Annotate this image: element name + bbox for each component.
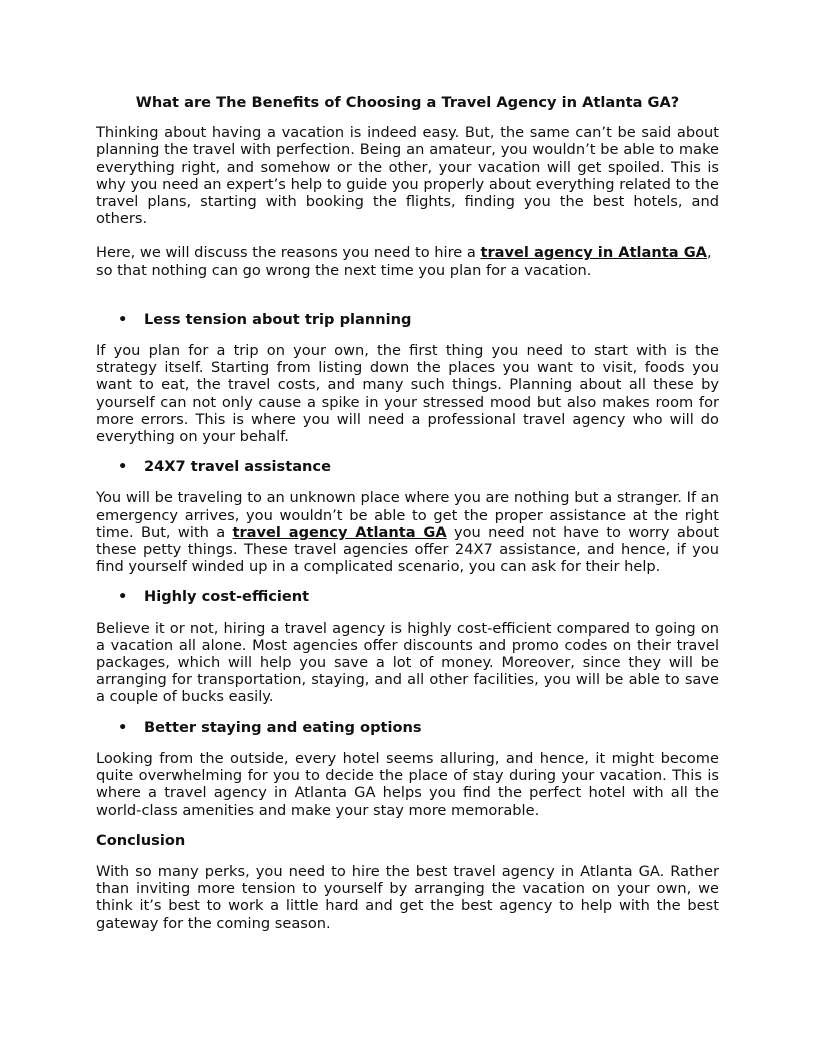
travel-agency-link-2[interactable]: travel agency Atlanta GA: [232, 523, 447, 541]
section-heading-trip-planning: [96, 311, 719, 328]
second-paragraph: [96, 244, 719, 278]
section-heading-staying-eating: [96, 719, 719, 736]
bullet-icon: •: [118, 588, 128, 606]
section-paragraph-text-before: You will be traveling to an unknown place where you are nothing but a stranger. If an emergency arrives, you wouldn’t be able to get the proper assistance at the right time. But, with a: [96, 489, 719, 541]
section-paragraph-staying-eating: Looking from the outside, every hotel seems alluring, and hence, it might become quite overwhelming for you to decide the place of stay during your vacation. This is where a travel agency in Atlanta GA helps you find the perfect hotel with all the world-class amenities and make your stay more memorable.: [96, 749, 719, 819]
section-heading-travel-assistance: [96, 458, 719, 475]
document-page: [96, 94, 719, 932]
section-heading-text: 24X7 travel assistance: [144, 458, 331, 476]
conclusion-paragraph: With so many perks, you need to hire the best travel agency in Atlanta GA. Rather than inviting more tension to yourself by arranging the vacation on your own, we think it’s best to work a little hard and get the best agency to help with the best gateway for the coming season.: [96, 862, 719, 932]
second-paragraph-text-before: Here, we will discuss the reasons you need to hire a: [96, 244, 481, 262]
section-paragraph-trip-planning: If you plan for a trip on your own, the first thing you need to start with is the strategy itself. Starting from listing down the places you want to visit, foods you want to eat, the travel costs, and many such things. Planning about all these by yourself can not only cause a spike in your stressed mood but also makes room for more errors. This is where you will need a professional travel agency who will do everything on your behalf.: [96, 342, 719, 446]
intro-paragraph: Thinking about having a vacation is indeed easy. But, the same can’t be said about planning the travel with perfection. Being an amateur, you wouldn’t be able to make everything right, and somehow or the other, your vacation will get spoiled. This is why you need an expert’s help to guide you properly about everything related to the travel plans, starting with booking the flights, finding you the best hotels, and others.: [96, 124, 719, 228]
section-paragraph-cost-efficient: Believe it or not, hiring a travel agency is highly cost-efficient compared to going on a vacation all alone. Most agencies offer discounts and promo codes on their travel packages, which will help you save a lot of money. Moreover, since they will be arranging for transportation, staying, and all other facilities, you will be able to save a couple of bucks easily.: [96, 619, 719, 706]
section-heading-cost-efficient: [96, 588, 719, 605]
second-paragraph-text-after: , so that nothing can go wrong the next time you plan for a vacation.: [96, 244, 712, 279]
bullet-icon: •: [118, 718, 128, 736]
bullet-icon: •: [118, 310, 128, 328]
bullet-icon: •: [118, 458, 128, 476]
document-title: What are The Benefits of Choosing a Travel Agency in Atlanta GA?: [135, 94, 680, 111]
section-heading-text: Highly cost-efficient: [144, 588, 310, 606]
section-heading-text: Less tension about trip planning: [144, 310, 412, 328]
section-heading-text: Better staying and eating options: [144, 718, 422, 736]
conclusion-heading: Conclusion: [96, 831, 186, 849]
travel-agency-link-1[interactable]: travel agency in Atlanta GA: [480, 244, 707, 262]
section-paragraph-text-after: you need not have to worry about these petty things. These travel agencies offer 24X7 assistance, and hence, if you find yourself winded up in a complicated scenario, you can ask for their help.: [96, 523, 720, 576]
section-paragraph-travel-assistance: [96, 489, 719, 575]
